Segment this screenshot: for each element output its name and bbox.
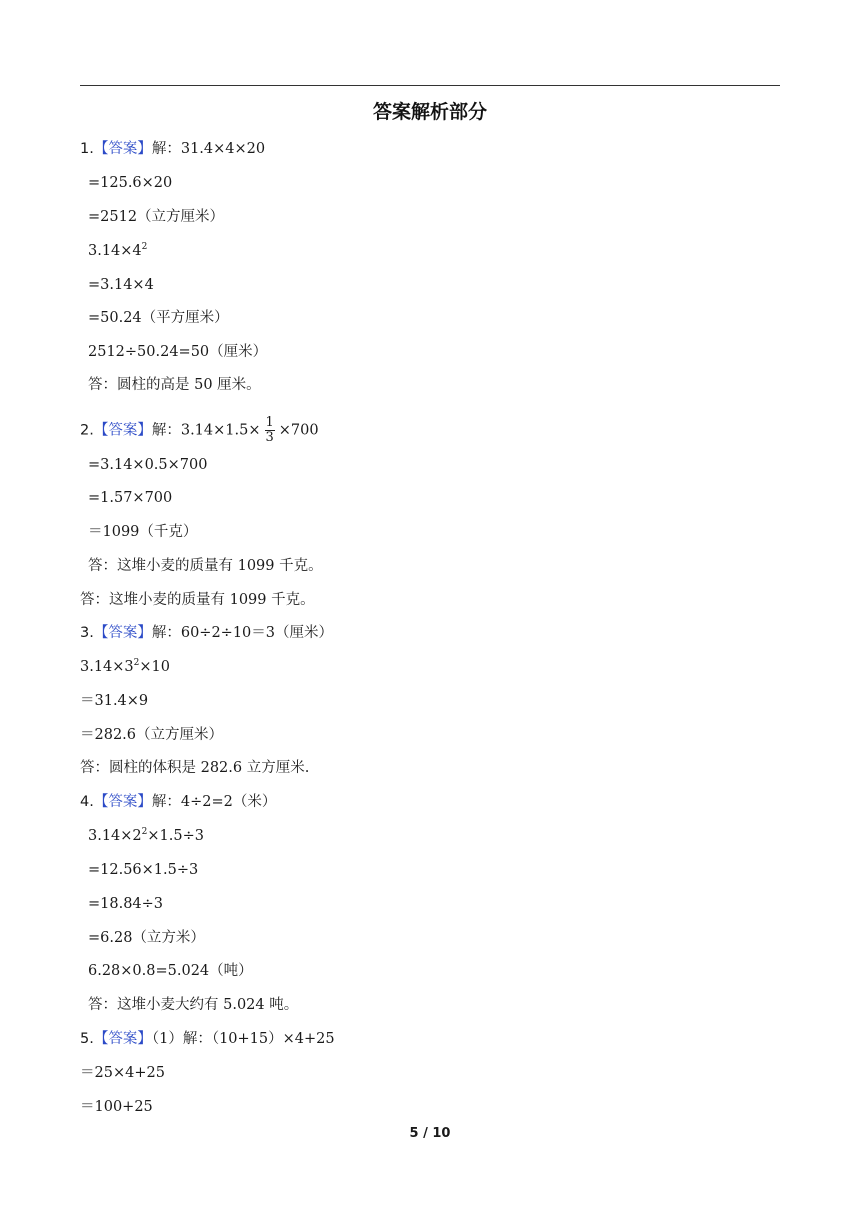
q2-line-4: ＝1099（千克） — [88, 524, 198, 540]
q1-line-4 — [88, 242, 147, 260]
q3-answer: 答：圆柱的体积是 282.6 立方厘米. — [80, 760, 310, 776]
answer-tag: 【答案】 — [93, 141, 152, 157]
q1-first-line — [80, 140, 265, 158]
q2-answer-repeat: 答：这堆小麦的质量有 1099 千克。 — [80, 592, 315, 608]
q1-number: 1. — [80, 141, 94, 157]
q3-text: 解：60÷2÷10＝3（厘米） — [151, 625, 333, 641]
q4-first-line — [80, 793, 276, 811]
q1-text: 解：31.4×4×20 — [151, 141, 266, 157]
q3-line-3: ＝31.4×9 — [80, 693, 149, 709]
q4-line-5: =6.28（立方米） — [88, 930, 205, 946]
q1-line-7: 2512÷50.24=50（厘米） — [88, 344, 268, 360]
q3-line-4: ＝282.6（立方厘米） — [80, 727, 224, 743]
page-number: 5 / 10 — [409, 1126, 451, 1141]
q4-answer: 答：这堆小麦大约有 5.024 吨。 — [88, 997, 299, 1013]
q1-answer: 答：圆柱的高是 50 厘米。 — [88, 377, 261, 393]
q4-line-4: =18.84÷3 — [88, 896, 164, 912]
q3-line-2 — [80, 658, 170, 676]
q5-line-2: ＝25×4+25 — [80, 1065, 165, 1081]
q4-number: 4. — [80, 794, 94, 810]
q1-line-4-exponent: 2 — [141, 242, 148, 253]
page-title: 答案解析部分 — [372, 101, 487, 123]
q3-line-2-rest: ×10 — [139, 659, 171, 675]
header-rule — [80, 85, 780, 86]
answer-tag: 【答案】 — [93, 794, 152, 810]
q1-line-6: =50.24（平方厘米） — [88, 310, 229, 326]
q2-text-a: 解：3.14×1.5× — [151, 422, 261, 439]
q3-number: 3. — [80, 625, 94, 641]
q5-number: 5. — [80, 1031, 94, 1047]
q1-line-3: =2512（立方厘米） — [88, 209, 225, 225]
q1-line-4-base: 3.14×4 — [88, 243, 142, 259]
q3-line-2-base: 3.14×3 — [80, 659, 134, 675]
q4-line-2 — [88, 827, 204, 845]
q4-line-6: 6.28×0.8=5.024（吨） — [88, 963, 253, 979]
q2-text-b: ×700 — [278, 422, 319, 439]
q2-line-3: =1.57×700 — [88, 490, 173, 506]
q3-first-line — [80, 624, 333, 642]
q1-line-2: =125.6×20 — [88, 175, 173, 191]
q2-first-line — [80, 416, 319, 445]
q5-text: （1）解：（10+15）×4+25 — [151, 1031, 335, 1047]
q2-line-2: =3.14×0.5×700 — [88, 457, 208, 473]
q2-number: 2. — [80, 422, 94, 439]
q4-line-3: =12.56×1.5÷3 — [88, 862, 199, 878]
q4-text: 解：4÷2=2（米） — [151, 794, 277, 810]
q4-line-2-exponent: 2 — [141, 827, 148, 838]
q3-line-2-exponent: 2 — [133, 658, 140, 669]
answer-tag: 【答案】 — [93, 422, 152, 439]
fraction-denominator: 3 — [265, 430, 274, 445]
answer-tag: 【答案】 — [93, 625, 152, 641]
q5-line-3: ＝100+25 — [80, 1099, 153, 1115]
fraction-numerator: 1 — [265, 415, 274, 430]
answer-tag: 【答案】 — [93, 1031, 152, 1047]
fraction — [265, 416, 275, 445]
q1-line-5: =3.14×4 — [88, 277, 154, 293]
q2-answer: 答：这堆小麦的质量有 1099 千克。 — [88, 558, 323, 574]
q4-line-2-base: 3.14×2 — [88, 828, 142, 844]
q5-first-line — [80, 1030, 335, 1048]
q4-line-2-rest: ×1.5÷3 — [147, 828, 204, 844]
